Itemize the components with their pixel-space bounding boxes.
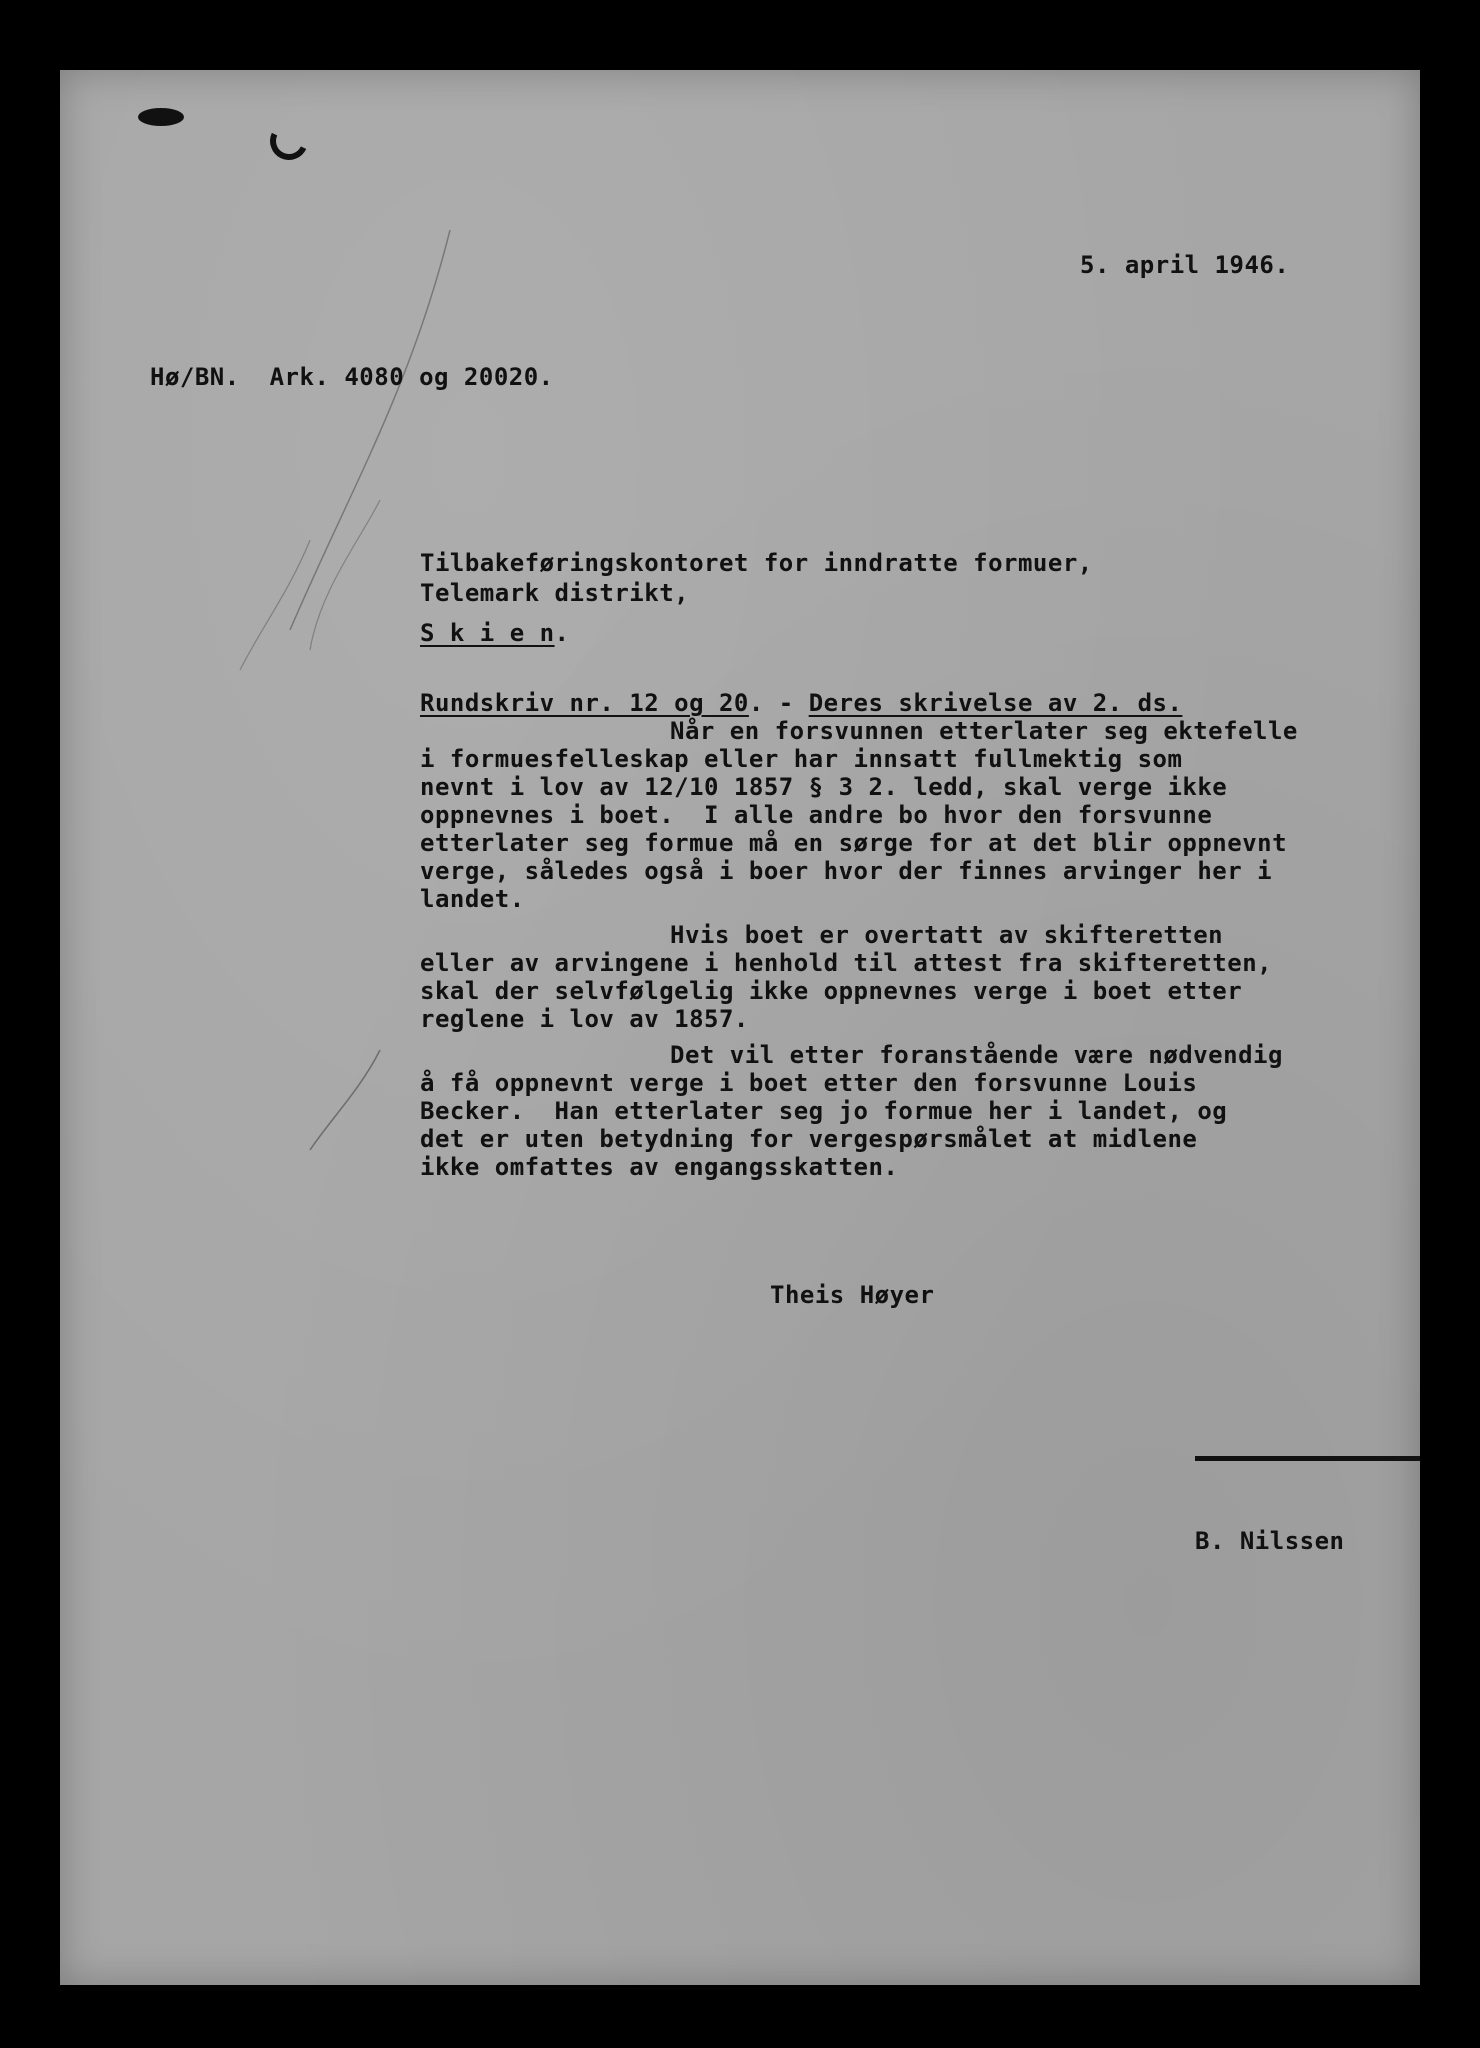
paragraph-1-line: Når en forsvunnen etterlater seg ektefelle bbox=[670, 717, 1298, 745]
paragraph-3-line: Becker. Han etterlater seg jo formue her i landet, og bbox=[420, 1097, 1228, 1125]
subject-line bbox=[420, 688, 1182, 718]
recipient-district: Telemark distrikt, bbox=[420, 579, 690, 607]
recipient-city-name: S k i e n bbox=[420, 619, 555, 647]
separator-rule bbox=[1195, 1456, 1420, 1461]
paragraph-1-line: nevnt i lov av 12/10 1857 § 3 2. ledd, skal verge ikke bbox=[420, 773, 1228, 801]
subject-ref: Rundskriv nr. 12 og 20 bbox=[420, 689, 749, 717]
recipient-city bbox=[420, 618, 570, 648]
signature-name: Theis Høyer bbox=[770, 1281, 935, 1309]
paragraph-2-line: skal der selvfølgelig ikke oppnevnes verge i boet etter bbox=[420, 977, 1243, 1005]
subject-ref2: Deres skrivelse av 2. ds. bbox=[808, 689, 1183, 717]
file-reference: Hø/BN. Ark. 4080 og 20020. bbox=[150, 363, 554, 391]
paragraph-3-line: å få oppnevnt verge i boet etter den forsvunne Louis bbox=[420, 1069, 1198, 1097]
paragraph-3-line: det er uten betydning for vergespørsmålet at midlene bbox=[420, 1125, 1198, 1153]
recipient-city-punct: . bbox=[554, 619, 570, 647]
letter-page bbox=[60, 70, 1420, 1985]
paragraph-1-line: etterlater seg formue må en sørge for at det blir oppnevnt bbox=[420, 829, 1288, 857]
subject-separator: . - bbox=[748, 689, 809, 717]
recipient-name: Tilbakeføringskontoret for inndratte formuer, bbox=[420, 549, 1093, 577]
paragraph-2-line: reglene i lov av 1857. bbox=[420, 1005, 749, 1033]
paragraph-3-line: ikke omfattes av engangsskatten. bbox=[420, 1153, 899, 1181]
copy-recipient: B. Nilssen bbox=[1195, 1527, 1345, 1555]
letter-date: 5. april 1946. bbox=[1080, 251, 1290, 279]
paragraph-2-line: eller av arvingene i henhold til attest fra skifteretten, bbox=[420, 949, 1273, 977]
paragraph-2-line: Hvis boet er overtatt av skifteretten bbox=[670, 921, 1224, 949]
paragraph-1-line: verge, således også i boer hvor der finnes arvinger her i bbox=[420, 857, 1273, 885]
paragraph-1-line: oppnevnes i boet. I alle andre bo hvor den forsvunne bbox=[420, 801, 1213, 829]
paragraph-3-line: Det vil etter foranstående være nødvendig bbox=[670, 1041, 1283, 1069]
paragraph-1-line: i formuesfelleskap eller har innsatt fullmektig som bbox=[420, 745, 1183, 773]
paragraph-1-line: landet. bbox=[420, 885, 525, 913]
